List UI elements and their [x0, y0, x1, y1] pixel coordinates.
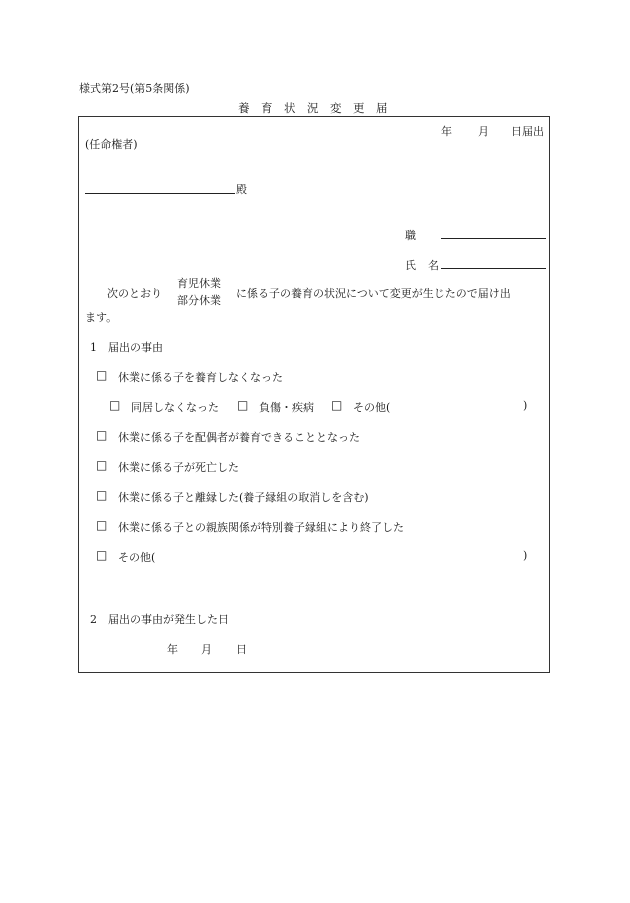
title-char: 更	[353, 101, 365, 115]
reason-other: その他(	[118, 551, 156, 564]
position-label: 職	[405, 229, 416, 242]
sub-other-close-paren: )	[523, 399, 528, 412]
title-char: 況	[307, 101, 319, 115]
checkbox-spouse-can-raise[interactable]: □	[96, 428, 108, 442]
reason-adoption-dissolved: 休業に係る子と離縁した(養子縁組の取消しを含む)	[118, 491, 369, 504]
title-char: 届	[376, 101, 388, 115]
checkbox-injury-illness[interactable]: □	[237, 398, 249, 412]
occurrence-month-label: 月	[201, 643, 212, 656]
name-input-line[interactable]	[441, 268, 546, 269]
form-frame	[78, 116, 550, 673]
title-char: 変	[330, 101, 342, 115]
reason-special-adoption: 休業に係る子との親族関係が特別養子縁組により終了した	[118, 521, 404, 534]
reason-spouse-can-raise: 休業に係る子を配偶者が養育できることとなった	[118, 431, 360, 444]
date-day-label: 日届出	[511, 125, 544, 138]
sub-reason-other: その他(	[353, 401, 391, 414]
name-label-2: 名	[428, 259, 439, 272]
addressee-line[interactable]	[85, 193, 235, 194]
honorific-label: 殿	[236, 183, 247, 196]
sub-reason-injury-illness: 負傷・疾病	[259, 401, 314, 414]
other-close-paren: )	[523, 549, 528, 562]
name-label-1: 氏	[405, 259, 416, 272]
leave-option-partial[interactable]: 部分休業	[177, 294, 221, 307]
checkbox-child-died[interactable]: □	[96, 458, 108, 472]
section1-title: 1 届出の事由	[90, 341, 163, 354]
checkbox-adoption-dissolved[interactable]: □	[96, 488, 108, 502]
position-input-line[interactable]	[441, 238, 546, 239]
leave-option-childcare[interactable]: 育児休業	[177, 277, 221, 290]
date-month-label: 月	[478, 125, 489, 138]
reason-not-raising: 休業に係る子を養育しなくなった	[118, 371, 283, 384]
date-year-label: 年	[441, 125, 452, 138]
checkbox-not-living-together[interactable]: □	[109, 398, 121, 412]
statement-prefix: 次のとおり	[107, 287, 162, 300]
checkbox-sub-other[interactable]: □	[331, 398, 343, 412]
checkbox-other[interactable]: □	[96, 548, 108, 562]
title-char: 養	[238, 101, 250, 115]
reason-child-died: 休業に係る子が死亡した	[118, 461, 239, 474]
checkbox-special-adoption[interactable]: □	[96, 518, 108, 532]
occurrence-year-label: 年	[167, 643, 178, 656]
sub-reason-not-living-together: 同居しなくなった	[131, 401, 219, 414]
appointer-label: (任命権者)	[85, 138, 138, 151]
title-char: 状	[284, 101, 296, 115]
occurrence-day-label: 日	[236, 643, 247, 656]
form-number: 様式第2号(第5条関係)	[79, 82, 190, 95]
section2-title: 2 届出の事由が発生した日	[90, 613, 229, 626]
statement-continuation: ます。	[85, 311, 118, 324]
statement-suffix: に係る子の養育の状況について変更が生じたので届け出	[236, 287, 511, 300]
checkbox-not-raising[interactable]: □	[96, 368, 108, 382]
title-char: 育	[261, 101, 273, 115]
